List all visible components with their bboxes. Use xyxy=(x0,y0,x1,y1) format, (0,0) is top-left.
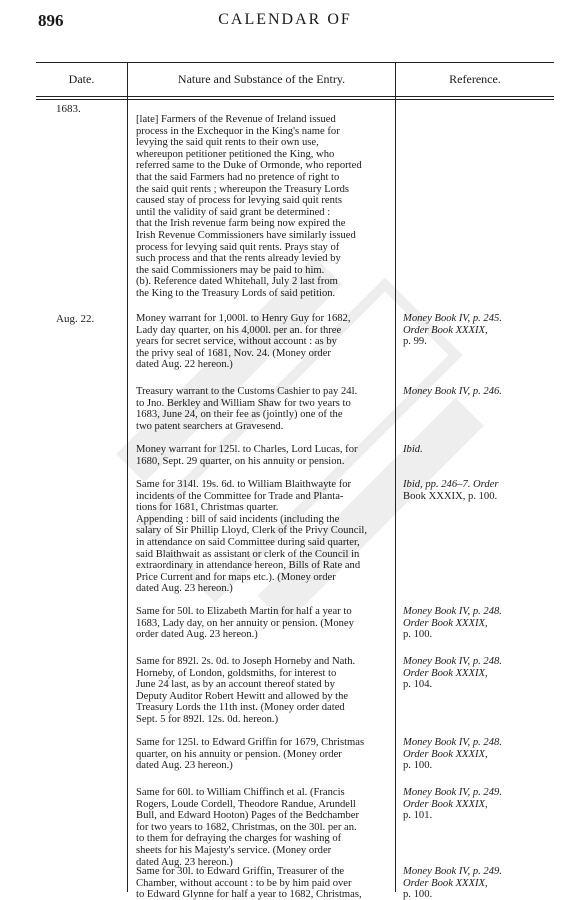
entry-line: Bull, and Edward Hooton) Pages of the Bedchamber xyxy=(136,810,360,822)
reference-line: Money Book IV, p. 245. xyxy=(403,313,502,324)
reference-line: p. 100. xyxy=(403,629,433,641)
entry-line: Money warrant for 125l. to Charles, Lord Lucas, for xyxy=(136,444,358,455)
entry-line: caused stay of process for levying said quit rents xyxy=(136,195,342,207)
entry-date: Aug. 22. xyxy=(56,313,95,325)
entry-line: Treasury Lords the 11th inst. (Money order dated xyxy=(136,702,345,714)
running-title: CALENDAR OF xyxy=(218,11,352,28)
entry-line: referred same to the Duke of Ormonde, who reported xyxy=(136,160,362,172)
table-top-rule xyxy=(36,62,554,63)
entry-text xyxy=(136,479,387,595)
entry-line: to Edward Glynne for half a year to 1682, Christmas, xyxy=(136,889,362,900)
entry-line: process in the Exchequor in the King's name for xyxy=(136,125,340,137)
entry-text xyxy=(136,737,387,772)
entry-line: Money warrant for 1,000l. to Henry Guy for 1682, xyxy=(136,313,351,324)
reference-line: Order Book XXXIX, xyxy=(403,748,488,760)
entry-line: levying the said quit rents to their own use, xyxy=(136,137,319,149)
reference-line: Order Book XXXIX, xyxy=(403,617,488,629)
year-label: 1683. xyxy=(56,103,81,115)
entry-line: the said Commissioners may be paid to him. xyxy=(136,264,325,276)
entry-reference xyxy=(403,787,536,822)
entry-line: that the Irish revenue farm being now expired the xyxy=(136,218,346,230)
reference-line: Ibid, pp. 246–7. Order xyxy=(403,479,499,490)
reference-line: Ibid. xyxy=(403,444,423,455)
entry-line: Irish Revenue Commissioners have similarly issued xyxy=(136,229,356,241)
entry-line: that the said Farmers had no pretence of right to xyxy=(136,171,340,183)
entry-line: Same for 892l. 2s. 0d. to Joseph Horneby and Nath. xyxy=(136,656,356,667)
entry-text xyxy=(136,787,387,868)
entry-line: dated Aug. 22 hereon.) xyxy=(136,359,233,371)
column-header-reference: Reference. xyxy=(449,72,501,86)
reference-line: p. 100. xyxy=(403,889,433,900)
reference-line: Book XXXIX, p. 100. xyxy=(403,490,498,502)
entry-line: sheets for his Majesty's service. (Money order xyxy=(136,844,332,856)
entry-line: whereupon petitioner petitioned the King, who xyxy=(136,148,335,160)
entry-line: to them for defraying the charges for washing of xyxy=(136,833,342,845)
entry-line: Deputy Auditor Robert Hewitt and allowed by the xyxy=(136,690,349,702)
entry-reference xyxy=(403,656,536,691)
entry-reference xyxy=(403,866,536,900)
entry-line: Treasury warrant to the Customs Cashier to pay 24l. xyxy=(136,386,358,397)
entry-line: the privy seal of 1681, Nov. 24. (Money order xyxy=(136,347,331,359)
entry-line: 1680, Sept. 29 quarter, on his annuity or pension. xyxy=(136,455,345,467)
column-header-nature: Nature and Substance of the Entry. xyxy=(177,72,346,86)
entry-line: 1683, Lady day, on her annuity or pension. (Money xyxy=(136,617,354,629)
entry-line: dated Aug. 23 hereon.) xyxy=(136,760,233,772)
entry-line: Appending : bill of said incidents (including the xyxy=(136,513,340,525)
entry-reference xyxy=(403,479,536,502)
entry-line: Lady day quarter, on his 4,000l. per an. for three xyxy=(136,324,342,336)
reference-line: p. 99. xyxy=(403,336,427,348)
entry-line: Rogers, Loude Cordell, Theodore Randue, Arundell xyxy=(136,798,356,810)
page-number: 896 xyxy=(38,11,64,30)
entry-reference xyxy=(403,386,536,398)
entry-line: in attendance on said Committee during said quarter, xyxy=(136,536,360,548)
entry-line: (b). Reference dated Whitehall, July 2 last from xyxy=(136,276,338,288)
entry-line: Same for 314l. 19s. 6d. to William Blaithwayte for xyxy=(136,479,352,490)
entry-line: such process and that the rents already levied by xyxy=(136,253,341,265)
reference-line: Money Book IV, p. 248. xyxy=(403,656,502,667)
reference-line: Money Book IV, p. 246. xyxy=(403,386,502,397)
entry-line: [late] Farmers of the Revenue of Ireland issued xyxy=(136,114,336,125)
entry-line: to Jno. Berkley and William Shaw for two years to xyxy=(136,397,351,409)
entry-line: order dated Aug. 23 hereon.) xyxy=(136,629,258,641)
entry-line: Same for 125l. to Edward Griffin for 1679, Christmas xyxy=(136,737,365,748)
entry-reference xyxy=(403,313,536,348)
entry-line: quarter, on his annuity or pension. (Money order xyxy=(136,748,342,760)
entry-line: salary of Sir Phillip Lloyd, Clerk of the Privy Council, xyxy=(136,525,367,537)
entry-reference xyxy=(403,737,536,772)
reference-line: p. 100. xyxy=(403,760,433,772)
entry-line: June 24 last, as by an account thereof stated by xyxy=(136,679,335,691)
column-header-date: Date. xyxy=(68,72,95,86)
entry-reference xyxy=(403,444,536,456)
entry-line: Same for 30l. to Edward Griffin, Treasurer of the xyxy=(136,866,345,877)
entry-line: the said quit rents ; whereupon the Treasury Lords xyxy=(136,183,350,195)
reference-line: Order Book XXXIX, xyxy=(403,324,488,336)
entry-line: said Blaithwait as assistant or clerk of the Council in xyxy=(136,548,360,560)
entry-text xyxy=(136,114,387,300)
entry-line: Sept. 5 for 892l. 12s. 0d. hereon.) xyxy=(136,713,279,725)
reference-line: p. 104. xyxy=(403,679,433,691)
entry-line: 1683, June 24, on their fee as (jointly) one of the xyxy=(136,409,343,421)
entry-line: tions for 1681, Christmas quarter. xyxy=(136,502,279,514)
entry-text xyxy=(136,386,387,432)
entry-line: Price Current and for maps etc.). (Money order xyxy=(136,571,336,583)
reference-line: Money Book IV, p. 249. xyxy=(403,866,502,877)
reference-line: Order Book XXXIX, xyxy=(403,877,488,889)
entry-line: Same for 60l. to William Chiffinch et al. (Francis xyxy=(136,787,345,798)
reference-line: Money Book IV, p. 248. xyxy=(403,606,502,617)
reference-line: p. 101. xyxy=(403,810,433,822)
entry-line: two patent searchers at Gravesend. xyxy=(136,420,284,432)
entry-text xyxy=(136,606,387,641)
entry-line: Horneby, of London, goldsmiths, for interest to xyxy=(136,667,337,679)
column-divider-reference xyxy=(395,62,396,892)
entry-text xyxy=(136,444,387,467)
entry-line: incidents of the Committee for Trade and Planta- xyxy=(136,490,344,502)
entry-reference xyxy=(403,606,536,641)
table-header-rule xyxy=(36,96,554,97)
reference-line: Order Book XXXIX, xyxy=(403,667,488,679)
table-header-rule-2 xyxy=(36,99,554,100)
entry-text xyxy=(136,313,387,371)
reference-line: Order Book XXXIX, xyxy=(403,798,488,810)
entry-line: for two years to 1682, Christmas, on the 30l. per an. xyxy=(136,821,357,833)
entry-line: dated Aug. 23 hereon.) xyxy=(136,856,233,868)
entry-line: the King to the Treasury Lords of said petition. xyxy=(136,287,336,299)
entry-text xyxy=(136,656,387,726)
entry-line: Same for 50l. to Elizabeth Martin for half a year to xyxy=(136,606,352,617)
reference-line: Money Book IV, p. 249. xyxy=(403,787,502,798)
entry-line: years for secret service, without account : as by xyxy=(136,336,337,348)
reference-line: Money Book IV, p. 248. xyxy=(403,737,502,748)
entry-line: process for levying said quit rents. Prays stay of xyxy=(136,241,340,253)
entry-line: Chamber, without account : to be by him paid over xyxy=(136,877,352,889)
column-divider-date xyxy=(127,62,128,892)
entry-line: until the validity of said grant be determined : xyxy=(136,206,331,218)
entry-line: dated Aug. 23 hereon.) xyxy=(136,583,233,595)
entry-line: extraordinary in attendance hereon, Bills of Rate and xyxy=(136,560,361,572)
entry-text xyxy=(136,866,387,900)
